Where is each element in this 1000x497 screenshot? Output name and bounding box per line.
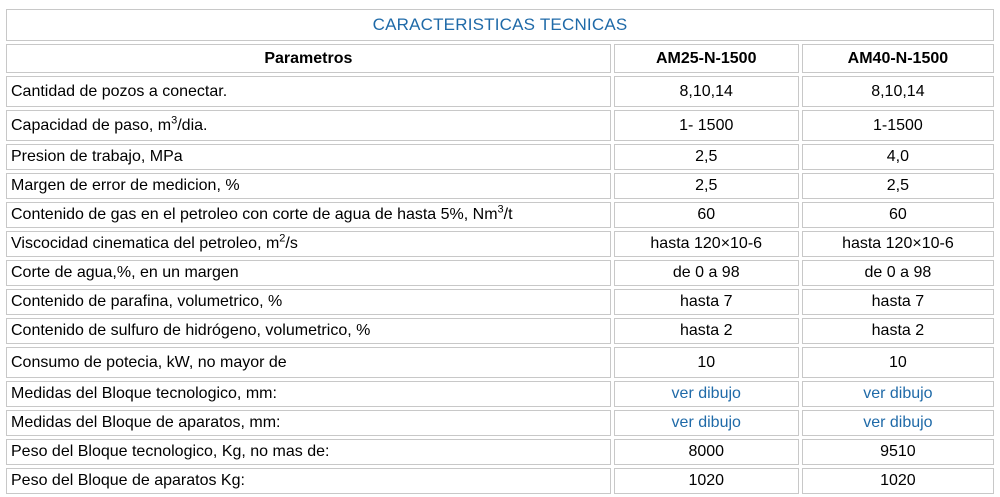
value-text: 10: [697, 353, 716, 371]
table-row: [6, 110, 994, 141]
table-row: [6, 318, 994, 344]
spec-table-body: [6, 76, 994, 494]
param-label-text: Consumo de potecia, kW, no mayor de: [11, 353, 287, 371]
param-label-suffix: /t: [503, 206, 513, 223]
value-text: 1020: [688, 472, 725, 489]
param-label: [6, 110, 611, 141]
value-text: 4,0: [886, 148, 910, 165]
value-text: 10: [889, 353, 907, 371]
value-am25: [614, 110, 799, 141]
param-label-text: Contenido de parafina, volumetrico, %: [11, 293, 283, 310]
param-label: [6, 468, 611, 494]
value-am40: [802, 347, 994, 378]
ver-dibujo-link-am25[interactable]: ver dibujo: [671, 414, 741, 431]
value-text: hasta 2: [871, 322, 925, 339]
value-am40: [802, 231, 994, 257]
table-row: [6, 260, 994, 286]
ver-dibujo-link-am25[interactable]: ver dibujo: [671, 385, 741, 402]
param-label-suffix: /dia.: [177, 116, 208, 134]
value-text: 8,10,14: [679, 82, 733, 100]
value-text: 1020: [880, 472, 916, 489]
value-text: 60: [697, 206, 716, 223]
param-label: [6, 381, 611, 407]
param-label-text: Cantidad de pozos a conectar.: [11, 82, 228, 100]
param-label-superscript: 3: [497, 203, 504, 216]
param-label-superscript: 2: [279, 232, 286, 245]
value-text: 1- 1500: [679, 116, 734, 134]
param-label-text: Contenido de gas en el petroleo con corte de agua de hasta 5%, Nm: [11, 206, 498, 223]
value-am25: [614, 144, 799, 170]
value-am40: [802, 289, 994, 315]
table-row: [6, 144, 994, 170]
value-am25: [614, 347, 799, 378]
value-text: hasta 7: [871, 293, 925, 310]
value-text: 2,5: [695, 177, 718, 194]
table-row: [6, 347, 994, 378]
value-am40: [802, 144, 994, 170]
table-row: [6, 231, 994, 257]
table-row: [6, 439, 994, 465]
param-label-text: Medidas del Bloque de aparatos, mm:: [11, 414, 281, 431]
param-label: [6, 76, 611, 107]
param-label: [6, 318, 611, 344]
param-label: [6, 347, 611, 378]
param-label: [6, 173, 611, 199]
table-row: [6, 381, 994, 407]
param-label-suffix: /s: [285, 235, 298, 252]
param-label-text: Contenido de sulfuro de hidrógeno, volumetrico, %: [11, 322, 371, 339]
value-am40: [802, 439, 994, 465]
value-text: hasta 120×10-6: [650, 235, 763, 252]
value-text: de 0 a 98: [864, 264, 932, 281]
value-am40: [802, 173, 994, 199]
spec-table: [3, 6, 997, 497]
param-label-text: Viscocidad cinematica del petroleo, m: [11, 235, 280, 252]
param-label-text: Medidas del Bloque tecnologico, mm:: [11, 385, 277, 402]
value-text: de 0 a 98: [672, 264, 740, 281]
value-am40: [802, 381, 994, 407]
value-text: hasta 2: [679, 322, 733, 339]
value-am25: [614, 260, 799, 286]
value-am25: [614, 231, 799, 257]
param-label: [6, 410, 611, 436]
param-label-superscript: 3: [171, 114, 178, 127]
param-label-text: Margen de error de medicion, %: [11, 177, 240, 194]
table-title: CARACTERISTICAS TECNICAS: [6, 9, 994, 41]
spec-table-container: [3, 6, 997, 497]
param-label: [6, 289, 611, 315]
value-am40: [802, 468, 994, 494]
value-text: 9510: [880, 443, 916, 460]
value-text: 60: [889, 206, 907, 223]
value-text: 2,5: [886, 177, 910, 194]
param-label-text: Capacidad de paso, m: [11, 116, 172, 134]
value-am25: [614, 318, 799, 344]
value-am25: [614, 173, 799, 199]
param-label: [6, 231, 611, 257]
value-am25: [614, 468, 799, 494]
param-label: [6, 202, 611, 228]
ver-dibujo-link-am40[interactable]: ver dibujo: [863, 414, 933, 431]
value-am40: [802, 318, 994, 344]
value-am25: [614, 439, 799, 465]
value-am25: [614, 202, 799, 228]
param-label: [6, 260, 611, 286]
value-am40: [802, 76, 994, 107]
value-text: 1-1500: [872, 116, 923, 134]
header-model-am25: AM25-N-1500: [614, 44, 799, 73]
value-text: hasta 120×10-6: [842, 235, 954, 252]
value-text: 8,10,14: [871, 82, 925, 100]
table-row: [6, 468, 994, 494]
value-text: hasta 7: [679, 293, 733, 310]
header-param: Parametros: [6, 44, 611, 73]
value-am25: [614, 76, 799, 107]
value-am40: [802, 202, 994, 228]
param-label-text: Presion de trabajo, MPa: [11, 148, 183, 165]
value-am40: [802, 110, 994, 141]
param-label-text: Peso del Bloque de aparatos Kg:: [11, 472, 245, 489]
param-label-text: Corte de agua,%, en un margen: [11, 264, 239, 281]
param-label: [6, 439, 611, 465]
value-am25: [614, 410, 799, 436]
table-row: [6, 173, 994, 199]
value-am40: [802, 410, 994, 436]
table-row: [6, 202, 994, 228]
value-text: 2,5: [695, 148, 718, 165]
table-row: [6, 410, 994, 436]
header-model-am40: AM40-N-1500: [802, 44, 994, 73]
ver-dibujo-link-am40[interactable]: ver dibujo: [863, 385, 933, 402]
table-row: [6, 289, 994, 315]
table-row: [6, 76, 994, 107]
param-label: [6, 144, 611, 170]
value-text: 8000: [688, 443, 725, 460]
value-am25: [614, 289, 799, 315]
value-am40: [802, 260, 994, 286]
param-label-text: Peso del Bloque tecnologico, Kg, no mas de:: [11, 443, 330, 460]
value-am25: [614, 381, 799, 407]
